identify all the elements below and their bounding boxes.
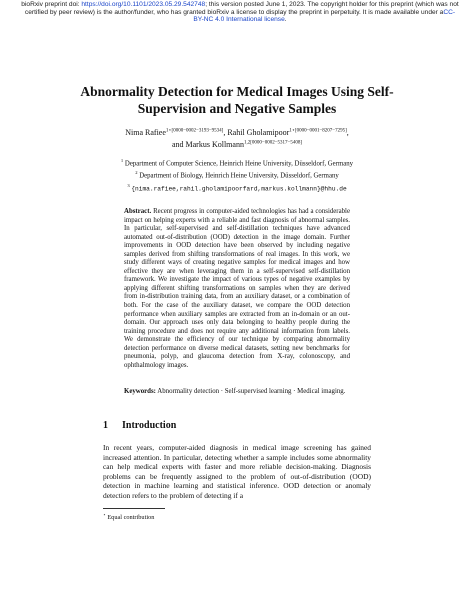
affiliation-list (70, 156, 404, 193)
section-number: 1 (103, 420, 108, 431)
affiliation-number: 2 (135, 170, 138, 176)
author-name: Nima Rafiee (125, 128, 166, 137)
intro-paragraph: In recent years, computer-aided diagnosis in medical image screening has gained increased attention. In particular, detecting whether a sample includes some abnormality can help medical experts with faster and more reliable decision-making. Diagnosis problems can be frequently assigned to the problem of out-of-distribution (OOD) detection in machine learning and statistical inference. OOD detection or anomaly detection refers to the problem of detecting if a (103, 443, 371, 500)
abstract (124, 208, 350, 370)
author-separator: , (346, 128, 349, 137)
author-list (70, 127, 404, 150)
affiliation (70, 156, 404, 168)
keywords-text: Abnormality detection · Self-supervised learning · Medical imaging. (157, 388, 346, 395)
author-marks: 1,2[0000−0002−5317−5408] (243, 139, 303, 145)
section-title: Introduction (122, 420, 177, 431)
license-link[interactable]: CC-BY-NC 4.0 International license (193, 8, 456, 24)
affiliation-number: 1 (120, 158, 124, 163)
footnote-mark: ⋆ (103, 512, 106, 517)
author-separator: , (223, 128, 228, 137)
email-address[interactable]: {nima.rafiee,rahil.gholamipoorfard,markus.kollmann}@hhu.de (131, 184, 347, 192)
keywords-label: Keywords: (124, 388, 156, 395)
abstract-text: Recent progress in computer-aided technologies has had a considerable impact on helping experts with a reliable and fast diagnosis of abnormal samples. In particular, self-supervised and self-distillation techniques have advanced automated out-of-distribution (OOD) detection in the image domain. Further improvements in OOD detection have been observed by including negative samples derived from shifting transformations of real images. In this work, we study different ways of creating negative samples for medical images and how effective they are when leveraging them in a self-supervised self-distillation framework. We investigate the impact of various types of negative examples by applying different shifting transformations on samples when they are derived from in-distribution training data, from an auxiliary dataset, or a combination of both. For the case of the auxiliary dataset, we compare the OOD detection performance when auxiliary samples are extracted from an in-domain or an out-domain. Our approach uses only data belonging to healthy people during the training procedure and does not require any additional information from labels. We demonstrate the efficiency of our technique by comparing abnormality detection performance on diverse medical datasets, setting new benchmarks for pneumonia, polyp, and glaucoma detection from X-ray, colonoscopy, and ophthalmology images. (124, 208, 350, 369)
footnote (103, 511, 371, 522)
affiliation (70, 168, 404, 180)
author-marks: 1⋆[0000−0001−8207−7295] (289, 128, 347, 134)
preprint-notice-body: ; this version posted June 1, 2023. The copyright holder for this preprint (which was not certified by peer review) is the author/funder, who has granted bioRxiv a license to display the preprint in perpetuity. It is made available under a (24, 1, 459, 16)
author-name: Rahil Gholamipoor (227, 128, 290, 137)
footnote-divider (103, 508, 165, 509)
doi-link[interactable]: https://doi.org/10.1101/2023.05.29.542748 (81, 1, 206, 8)
affiliation-number: 3 (127, 182, 130, 188)
author-name: and Markus Kollmann (171, 139, 244, 149)
affiliation-email (70, 181, 404, 193)
footnote-text: Equal contribution (107, 514, 155, 522)
abstract-label: Abstract. (124, 208, 152, 215)
preprint-notice-prefix: bioRxiv preprint doi: (21, 1, 82, 8)
keywords (124, 388, 350, 397)
affiliation-text: Department of Biology, Heinrich Heine University, Düsseldorf, Germany (139, 172, 339, 180)
author-marks: 1⋆[0000−0002−3193−9534] (165, 128, 224, 134)
section-heading (103, 420, 371, 432)
preprint-notice-suffix: . (284, 16, 287, 24)
affiliation-text: Department of Computer Science, Heinrich Heine University, Düsseldorf, Germany (124, 160, 354, 168)
preprint-notice (20, 1, 460, 24)
paper-title: Abnormality Detection for Medical Images Using Self-Supervision and Negative Samples (80, 84, 394, 116)
